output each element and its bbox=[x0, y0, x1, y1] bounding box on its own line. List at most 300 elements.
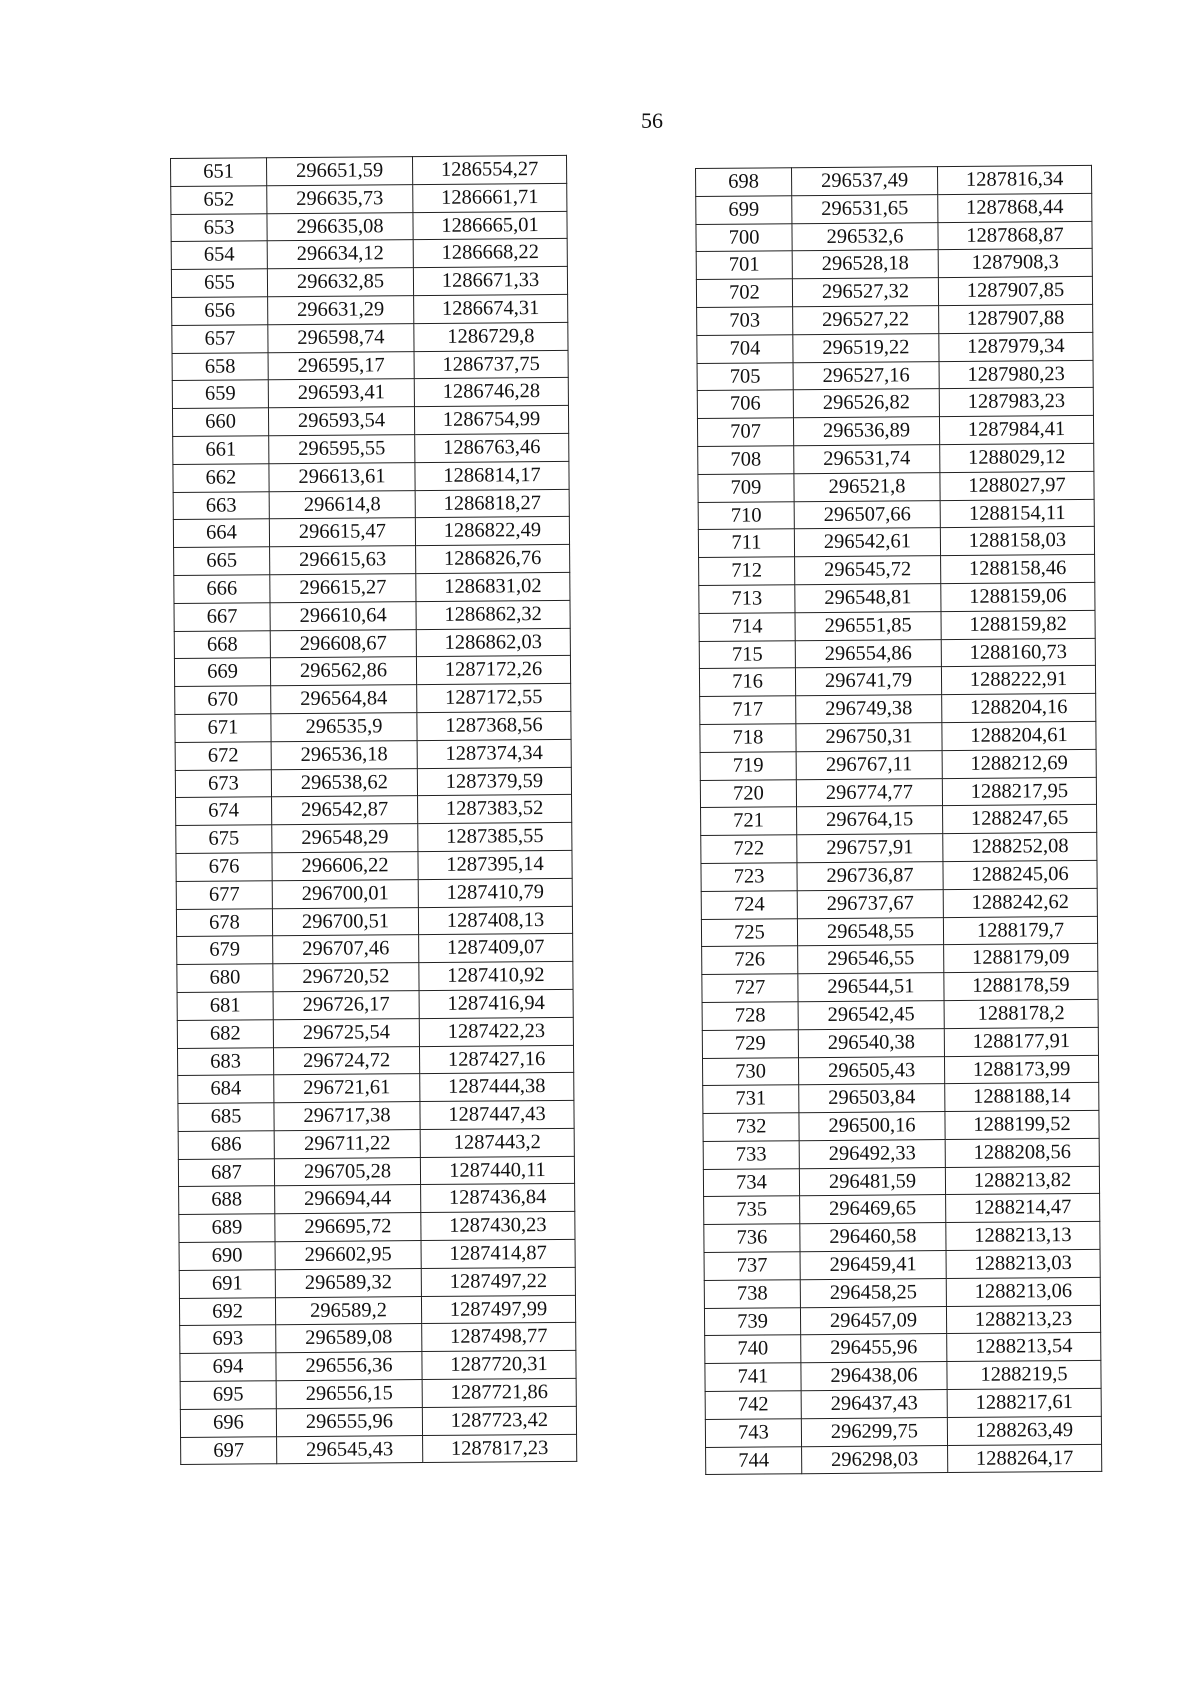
table-row bbox=[699, 555, 1095, 586]
table-row bbox=[171, 239, 567, 270]
table-row bbox=[702, 971, 1098, 1002]
point-number-cell: 740 bbox=[705, 1335, 801, 1364]
point-number-cell: 720 bbox=[700, 779, 796, 808]
table-row bbox=[181, 1434, 577, 1465]
point-number-cell: 656 bbox=[172, 297, 268, 326]
point-number-cell: 687 bbox=[178, 1158, 274, 1187]
x-coordinate-cell: 296554,86 bbox=[795, 639, 941, 668]
table-row bbox=[702, 1055, 1098, 1086]
x-coordinate-cell: 296589,2 bbox=[275, 1296, 421, 1325]
y-coordinate-cell: 1288160,73 bbox=[941, 638, 1095, 667]
point-number-cell: 705 bbox=[697, 362, 793, 391]
y-coordinate-cell: 1287410,79 bbox=[418, 878, 572, 907]
table-row bbox=[697, 416, 1093, 447]
point-number-cell: 727 bbox=[702, 974, 798, 1003]
table-row bbox=[180, 1351, 576, 1382]
point-number-cell: 681 bbox=[177, 992, 273, 1021]
y-coordinate-cell: 1287430,23 bbox=[421, 1212, 575, 1241]
point-number-cell: 682 bbox=[177, 1019, 273, 1048]
point-number-cell: 733 bbox=[703, 1141, 799, 1170]
point-number-cell: 729 bbox=[702, 1029, 798, 1058]
y-coordinate-cell: 1287720,31 bbox=[422, 1351, 576, 1380]
point-number-cell: 673 bbox=[175, 769, 271, 798]
y-coordinate-cell: 1287414,87 bbox=[421, 1239, 575, 1268]
y-coordinate-cell: 1287383,52 bbox=[418, 795, 572, 824]
x-coordinate-cell: 296536,18 bbox=[271, 740, 417, 769]
point-number-cell: 690 bbox=[179, 1242, 275, 1271]
y-coordinate-cell: 1287410,92 bbox=[419, 961, 573, 990]
table-row bbox=[178, 1073, 574, 1104]
x-coordinate-cell: 296749,38 bbox=[796, 695, 942, 724]
x-coordinate-cell: 296725,54 bbox=[273, 1018, 419, 1047]
table-row bbox=[700, 749, 1096, 780]
table-row bbox=[702, 999, 1098, 1030]
point-number-cell: 679 bbox=[177, 936, 273, 965]
point-number-cell: 652 bbox=[171, 186, 267, 215]
x-coordinate-cell: 296717,38 bbox=[274, 1102, 420, 1131]
table-row bbox=[172, 322, 568, 353]
x-coordinate-cell: 296767,11 bbox=[796, 750, 942, 779]
x-coordinate-cell: 296700,01 bbox=[272, 879, 418, 908]
table-row bbox=[177, 934, 573, 965]
x-coordinate-cell: 296615,63 bbox=[270, 546, 416, 575]
y-coordinate-cell: 1288179,09 bbox=[944, 944, 1098, 973]
y-coordinate-cell: 1287498,77 bbox=[422, 1323, 576, 1352]
x-coordinate-cell: 296711,22 bbox=[274, 1129, 420, 1158]
y-coordinate-cell: 1287817,23 bbox=[423, 1434, 577, 1463]
point-number-cell: 708 bbox=[698, 446, 794, 475]
y-coordinate-cell: 1286674,31 bbox=[414, 294, 568, 323]
x-coordinate-cell: 296551,85 bbox=[795, 611, 941, 640]
y-coordinate-cell: 1288177,91 bbox=[944, 1027, 1098, 1056]
table-row bbox=[697, 360, 1093, 391]
point-number-cell: 663 bbox=[173, 491, 269, 520]
table-row bbox=[171, 267, 567, 298]
point-number-cell: 674 bbox=[176, 797, 272, 826]
x-coordinate-cell: 296721,61 bbox=[274, 1074, 420, 1103]
x-coordinate-cell: 296608,67 bbox=[270, 629, 416, 658]
point-number-cell: 693 bbox=[180, 1325, 276, 1354]
x-coordinate-cell: 296556,15 bbox=[276, 1380, 422, 1409]
table-row bbox=[701, 832, 1097, 863]
y-coordinate-cell: 1288213,06 bbox=[946, 1277, 1100, 1306]
y-coordinate-cell: 1288204,16 bbox=[942, 694, 1096, 723]
table-row bbox=[703, 1166, 1099, 1197]
point-number-cell: 651 bbox=[171, 158, 267, 187]
point-number-cell: 728 bbox=[702, 1002, 798, 1031]
x-coordinate-cell: 296602,95 bbox=[275, 1241, 421, 1270]
x-coordinate-cell: 296595,55 bbox=[269, 435, 415, 464]
table-row bbox=[174, 628, 570, 659]
table-row bbox=[705, 1416, 1101, 1447]
point-number-cell: 697 bbox=[181, 1436, 277, 1465]
x-coordinate-cell: 296695,72 bbox=[275, 1213, 421, 1242]
point-number-cell: 661 bbox=[173, 436, 269, 465]
table-row bbox=[698, 443, 1094, 474]
x-coordinate-cell: 296526,82 bbox=[793, 389, 939, 418]
table-row bbox=[696, 165, 1092, 196]
y-coordinate-cell: 1286665,01 bbox=[413, 211, 567, 240]
x-coordinate-cell: 296651,59 bbox=[267, 157, 413, 186]
point-number-cell: 710 bbox=[698, 501, 794, 530]
x-coordinate-cell: 296459,41 bbox=[800, 1251, 946, 1280]
table-row bbox=[176, 795, 572, 826]
point-number-cell: 726 bbox=[702, 946, 798, 975]
x-coordinate-cell: 296507,66 bbox=[794, 500, 940, 529]
y-coordinate-cell: 1288222,91 bbox=[941, 666, 1095, 695]
table-row bbox=[696, 277, 1092, 308]
table-row bbox=[179, 1267, 575, 1298]
y-coordinate-cell: 1288154,11 bbox=[940, 499, 1094, 528]
y-coordinate-cell: 1286826,76 bbox=[416, 545, 570, 574]
coordinates-table-right bbox=[695, 165, 1102, 1476]
x-coordinate-cell: 296299,75 bbox=[801, 1417, 947, 1446]
point-number-cell: 723 bbox=[701, 863, 797, 892]
x-coordinate-cell: 296724,72 bbox=[273, 1046, 419, 1075]
point-number-cell: 685 bbox=[178, 1103, 274, 1132]
y-coordinate-cell: 1288159,82 bbox=[941, 610, 1095, 639]
point-number-cell: 666 bbox=[174, 575, 270, 604]
y-coordinate-cell: 1286729,8 bbox=[414, 322, 568, 351]
table-row bbox=[173, 461, 569, 492]
page-number: 56 bbox=[641, 108, 663, 133]
y-coordinate-cell: 1288252,08 bbox=[943, 832, 1097, 861]
x-coordinate-cell: 296531,65 bbox=[792, 194, 938, 223]
point-number-cell: 676 bbox=[176, 853, 272, 882]
y-coordinate-cell: 1286818,27 bbox=[415, 489, 569, 518]
x-coordinate-cell: 296548,81 bbox=[795, 584, 941, 613]
point-number-cell: 700 bbox=[696, 223, 792, 252]
x-coordinate-cell: 296537,49 bbox=[792, 167, 938, 196]
point-number-cell: 684 bbox=[178, 1075, 274, 1104]
y-coordinate-cell: 1286862,32 bbox=[416, 600, 570, 629]
y-coordinate-cell: 1288217,61 bbox=[947, 1388, 1101, 1417]
y-coordinate-cell: 1286831,02 bbox=[416, 572, 570, 601]
x-coordinate-cell: 296503,84 bbox=[799, 1084, 945, 1113]
x-coordinate-cell: 296615,27 bbox=[270, 574, 416, 603]
table-row bbox=[180, 1378, 576, 1409]
point-number-cell: 678 bbox=[176, 908, 272, 937]
x-coordinate-cell: 296610,64 bbox=[270, 601, 416, 630]
x-coordinate-cell: 296528,18 bbox=[792, 250, 938, 279]
y-coordinate-cell: 1288188,14 bbox=[945, 1083, 1099, 1112]
x-coordinate-cell: 296538,62 bbox=[271, 768, 417, 797]
x-coordinate-cell: 296457,09 bbox=[800, 1306, 946, 1335]
x-coordinate-cell: 296527,22 bbox=[793, 306, 939, 335]
table-row bbox=[699, 638, 1095, 669]
table-row bbox=[696, 221, 1092, 252]
table-row bbox=[172, 406, 568, 437]
point-number-cell: 724 bbox=[701, 890, 797, 919]
table-row bbox=[176, 850, 572, 881]
point-number-cell: 707 bbox=[697, 418, 793, 447]
y-coordinate-cell: 1287443,2 bbox=[420, 1128, 574, 1157]
table-row bbox=[179, 1295, 575, 1326]
x-coordinate-cell: 296298,03 bbox=[802, 1445, 948, 1474]
x-coordinate-cell: 296764,15 bbox=[797, 806, 943, 835]
table-row bbox=[699, 610, 1095, 641]
y-coordinate-cell: 1288245,06 bbox=[943, 860, 1097, 889]
y-coordinate-cell: 1288213,13 bbox=[946, 1222, 1100, 1251]
table-row bbox=[703, 1083, 1099, 1114]
y-coordinate-cell: 1287497,22 bbox=[421, 1267, 575, 1296]
y-coordinate-cell: 1286822,49 bbox=[415, 517, 569, 546]
x-coordinate-cell: 296726,17 bbox=[273, 990, 419, 1019]
table-row bbox=[177, 989, 573, 1020]
point-number-cell: 709 bbox=[698, 473, 794, 502]
table-row bbox=[173, 433, 569, 464]
table-row bbox=[172, 294, 568, 325]
y-coordinate-cell: 1287908,3 bbox=[938, 249, 1092, 278]
point-number-cell: 695 bbox=[180, 1381, 276, 1410]
point-number-cell: 730 bbox=[702, 1057, 798, 1086]
y-coordinate-cell: 1288242,62 bbox=[943, 888, 1097, 917]
point-number-cell: 669 bbox=[174, 658, 270, 687]
point-number-cell: 713 bbox=[699, 585, 795, 614]
x-coordinate-cell: 296700,51 bbox=[272, 907, 418, 936]
y-coordinate-cell: 1286671,33 bbox=[413, 267, 567, 296]
table-row bbox=[178, 1128, 574, 1159]
table-row bbox=[702, 944, 1098, 975]
x-coordinate-cell: 296562,86 bbox=[270, 657, 416, 686]
table-row bbox=[698, 499, 1094, 530]
point-number-cell: 691 bbox=[179, 1270, 275, 1299]
x-coordinate-cell: 296527,32 bbox=[792, 278, 938, 307]
table-row bbox=[704, 1249, 1100, 1280]
table-row bbox=[701, 860, 1097, 891]
point-number-cell: 667 bbox=[174, 602, 270, 631]
y-coordinate-cell: 1286862,03 bbox=[416, 628, 570, 657]
y-coordinate-cell: 1288208,56 bbox=[945, 1138, 1099, 1167]
y-coordinate-cell: 1287408,13 bbox=[418, 906, 572, 935]
y-coordinate-cell: 1287422,23 bbox=[419, 1017, 573, 1046]
point-number-cell: 688 bbox=[179, 1186, 275, 1215]
table-row bbox=[174, 600, 570, 631]
y-coordinate-cell: 1288213,54 bbox=[947, 1333, 1101, 1362]
point-number-cell: 653 bbox=[171, 213, 267, 242]
table-row bbox=[179, 1184, 575, 1215]
table-row bbox=[704, 1305, 1100, 1336]
x-coordinate-cell: 296437,43 bbox=[801, 1390, 947, 1419]
y-coordinate-cell: 1288029,12 bbox=[940, 443, 1094, 472]
table-row bbox=[701, 805, 1097, 836]
x-coordinate-cell: 296544,51 bbox=[798, 973, 944, 1002]
x-coordinate-cell: 296774,77 bbox=[796, 778, 942, 807]
x-coordinate-cell: 296545,72 bbox=[795, 556, 941, 585]
table-row bbox=[696, 193, 1092, 224]
table-row bbox=[171, 183, 567, 214]
table-row bbox=[175, 739, 571, 770]
point-number-cell: 712 bbox=[699, 557, 795, 586]
point-number-cell: 721 bbox=[701, 807, 797, 836]
x-coordinate-cell: 296750,31 bbox=[796, 723, 942, 752]
table-row bbox=[704, 1222, 1100, 1253]
x-coordinate-cell: 296598,74 bbox=[268, 323, 414, 352]
point-number-cell: 725 bbox=[701, 918, 797, 947]
point-number-cell: 737 bbox=[704, 1252, 800, 1281]
y-coordinate-cell: 1287368,56 bbox=[417, 711, 571, 740]
y-coordinate-cell: 1288213,23 bbox=[946, 1305, 1100, 1334]
table-row bbox=[704, 1194, 1100, 1225]
point-number-cell: 732 bbox=[703, 1113, 799, 1142]
point-number-cell: 675 bbox=[176, 825, 272, 854]
y-coordinate-cell: 1287868,87 bbox=[938, 221, 1092, 250]
y-coordinate-cell: 1288178,59 bbox=[944, 971, 1098, 1000]
point-number-cell: 696 bbox=[180, 1409, 276, 1438]
x-coordinate-cell: 296606,22 bbox=[272, 851, 418, 880]
table-row bbox=[706, 1444, 1102, 1475]
table-row bbox=[173, 517, 569, 548]
point-number-cell: 744 bbox=[706, 1446, 802, 1475]
point-number-cell: 660 bbox=[172, 408, 268, 437]
y-coordinate-cell: 1287497,99 bbox=[421, 1295, 575, 1324]
table-row bbox=[704, 1277, 1100, 1308]
y-coordinate-cell: 1288212,69 bbox=[942, 749, 1096, 778]
point-number-cell: 671 bbox=[175, 714, 271, 743]
x-coordinate-cell: 296542,61 bbox=[794, 528, 940, 557]
x-coordinate-cell: 296548,29 bbox=[272, 824, 418, 853]
x-coordinate-cell: 296564,84 bbox=[271, 685, 417, 714]
table-row bbox=[175, 684, 571, 715]
x-coordinate-cell: 296736,87 bbox=[797, 861, 943, 890]
table-row bbox=[701, 888, 1097, 919]
x-coordinate-cell: 296705,28 bbox=[274, 1157, 420, 1186]
point-number-cell: 655 bbox=[171, 269, 267, 298]
point-number-cell: 662 bbox=[173, 463, 269, 492]
y-coordinate-cell: 1287444,38 bbox=[420, 1073, 574, 1102]
table-row bbox=[178, 1100, 574, 1131]
table-row bbox=[705, 1361, 1101, 1392]
x-coordinate-cell: 296555,96 bbox=[276, 1407, 422, 1436]
x-coordinate-cell: 296593,54 bbox=[268, 407, 414, 436]
point-number-cell: 734 bbox=[703, 1168, 799, 1197]
table-row bbox=[172, 378, 568, 409]
point-number-cell: 738 bbox=[704, 1280, 800, 1309]
point-number-cell: 722 bbox=[701, 835, 797, 864]
x-coordinate-cell: 296635,73 bbox=[267, 184, 413, 213]
point-number-cell: 741 bbox=[705, 1363, 801, 1392]
y-coordinate-cell: 1288263,49 bbox=[947, 1416, 1101, 1445]
x-coordinate-cell: 296536,89 bbox=[793, 417, 939, 446]
point-number-cell: 670 bbox=[175, 686, 271, 715]
x-coordinate-cell: 296492,33 bbox=[799, 1139, 945, 1168]
point-number-cell: 717 bbox=[700, 696, 796, 725]
y-coordinate-cell: 1287979,34 bbox=[939, 332, 1093, 361]
x-coordinate-cell: 296542,45 bbox=[798, 1000, 944, 1029]
x-coordinate-cell: 296631,29 bbox=[268, 296, 414, 325]
y-coordinate-cell: 1287980,23 bbox=[939, 360, 1093, 389]
point-number-cell: 703 bbox=[697, 307, 793, 336]
table-row bbox=[701, 916, 1097, 947]
y-coordinate-cell: 1287907,85 bbox=[938, 277, 1092, 306]
y-coordinate-cell: 1288179,7 bbox=[943, 916, 1097, 945]
y-coordinate-cell: 1287436,84 bbox=[421, 1184, 575, 1213]
table-row bbox=[177, 1045, 573, 1076]
x-coordinate-cell: 296458,25 bbox=[800, 1278, 946, 1307]
point-number-cell: 686 bbox=[178, 1131, 274, 1160]
y-coordinate-cell: 1287409,07 bbox=[419, 934, 573, 963]
x-coordinate-cell: 296500,16 bbox=[799, 1112, 945, 1141]
point-number-cell: 699 bbox=[696, 196, 792, 225]
x-coordinate-cell: 296519,22 bbox=[793, 333, 939, 362]
x-coordinate-cell: 296632,85 bbox=[267, 268, 413, 297]
y-coordinate-cell: 1288027,97 bbox=[940, 471, 1094, 500]
y-coordinate-cell: 1287907,88 bbox=[939, 304, 1093, 333]
table-row bbox=[697, 304, 1093, 335]
y-coordinate-cell: 1288247,65 bbox=[943, 805, 1097, 834]
y-coordinate-cell: 1288213,82 bbox=[945, 1166, 1099, 1195]
table-row bbox=[176, 906, 572, 937]
y-coordinate-cell: 1288178,2 bbox=[944, 999, 1098, 1028]
y-coordinate-cell: 1288214,47 bbox=[946, 1194, 1100, 1223]
x-coordinate-cell: 296535,9 bbox=[271, 713, 417, 742]
table-row bbox=[705, 1388, 1101, 1419]
table-row bbox=[699, 582, 1095, 613]
point-number-cell: 694 bbox=[180, 1353, 276, 1382]
table-row bbox=[699, 666, 1095, 697]
table-row bbox=[177, 1017, 573, 1048]
x-coordinate-cell: 296589,08 bbox=[276, 1324, 422, 1353]
y-coordinate-cell: 1287374,34 bbox=[417, 739, 571, 768]
y-coordinate-cell: 1288217,95 bbox=[942, 777, 1096, 806]
x-coordinate-cell: 296634,12 bbox=[267, 240, 413, 269]
point-number-cell: 716 bbox=[699, 668, 795, 697]
point-number-cell: 731 bbox=[703, 1085, 799, 1114]
table-row bbox=[700, 721, 1096, 752]
y-coordinate-cell: 1287416,94 bbox=[419, 989, 573, 1018]
y-coordinate-cell: 1288158,46 bbox=[941, 555, 1095, 584]
y-coordinate-cell: 1288159,06 bbox=[941, 582, 1095, 611]
x-coordinate-cell: 296505,43 bbox=[798, 1056, 944, 1085]
x-coordinate-cell: 296615,47 bbox=[269, 518, 415, 547]
table-row bbox=[171, 155, 567, 186]
point-number-cell: 701 bbox=[696, 251, 792, 280]
y-coordinate-cell: 1286737,75 bbox=[414, 350, 568, 379]
table-row bbox=[180, 1406, 576, 1437]
point-number-cell: 657 bbox=[172, 325, 268, 354]
point-number-cell: 692 bbox=[179, 1297, 275, 1326]
x-coordinate-cell: 296613,61 bbox=[269, 462, 415, 491]
table-row bbox=[698, 527, 1094, 558]
x-coordinate-cell: 296545,43 bbox=[277, 1435, 423, 1464]
x-coordinate-cell: 296593,41 bbox=[268, 379, 414, 408]
x-coordinate-cell: 296531,74 bbox=[794, 445, 940, 474]
y-coordinate-cell: 1286668,22 bbox=[413, 239, 567, 268]
y-coordinate-cell: 1288264,17 bbox=[948, 1444, 1102, 1473]
point-number-cell: 743 bbox=[705, 1419, 801, 1448]
y-coordinate-cell: 1287427,16 bbox=[419, 1045, 573, 1074]
point-number-cell: 654 bbox=[171, 241, 267, 270]
x-coordinate-cell: 296481,59 bbox=[799, 1167, 945, 1196]
point-number-cell: 658 bbox=[172, 352, 268, 381]
y-coordinate-cell: 1287379,59 bbox=[417, 767, 571, 796]
point-number-cell: 664 bbox=[173, 519, 269, 548]
table-row bbox=[174, 572, 570, 603]
y-coordinate-cell: 1286754,99 bbox=[414, 406, 568, 435]
table-row bbox=[180, 1323, 576, 1354]
table-row bbox=[697, 332, 1093, 363]
x-coordinate-cell: 296737,67 bbox=[797, 889, 943, 918]
y-coordinate-cell: 1287984,41 bbox=[939, 416, 1093, 445]
y-coordinate-cell: 1287723,42 bbox=[422, 1406, 576, 1435]
point-number-cell: 719 bbox=[700, 751, 796, 780]
y-coordinate-cell: 1287983,23 bbox=[939, 388, 1093, 417]
x-coordinate-cell: 296438,06 bbox=[801, 1362, 947, 1391]
x-coordinate-cell: 296589,32 bbox=[275, 1268, 421, 1297]
x-coordinate-cell: 296707,46 bbox=[273, 935, 419, 964]
table-row bbox=[176, 822, 572, 853]
x-coordinate-cell: 296614,8 bbox=[269, 490, 415, 519]
